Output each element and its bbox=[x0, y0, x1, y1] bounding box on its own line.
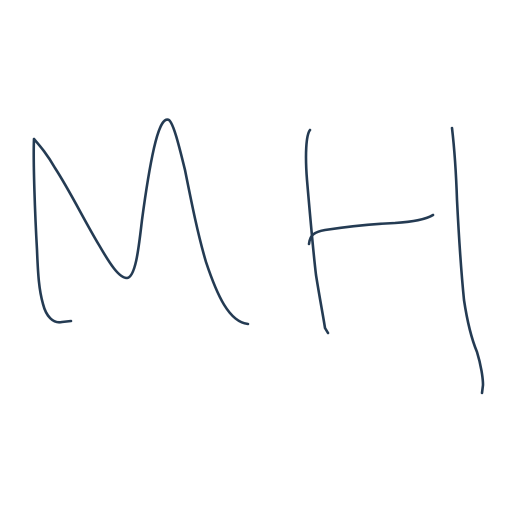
letter-h-right-stroke bbox=[452, 128, 483, 393]
letter-m-stroke bbox=[34, 120, 248, 324]
letter-h-crossbar-stroke bbox=[309, 215, 433, 244]
